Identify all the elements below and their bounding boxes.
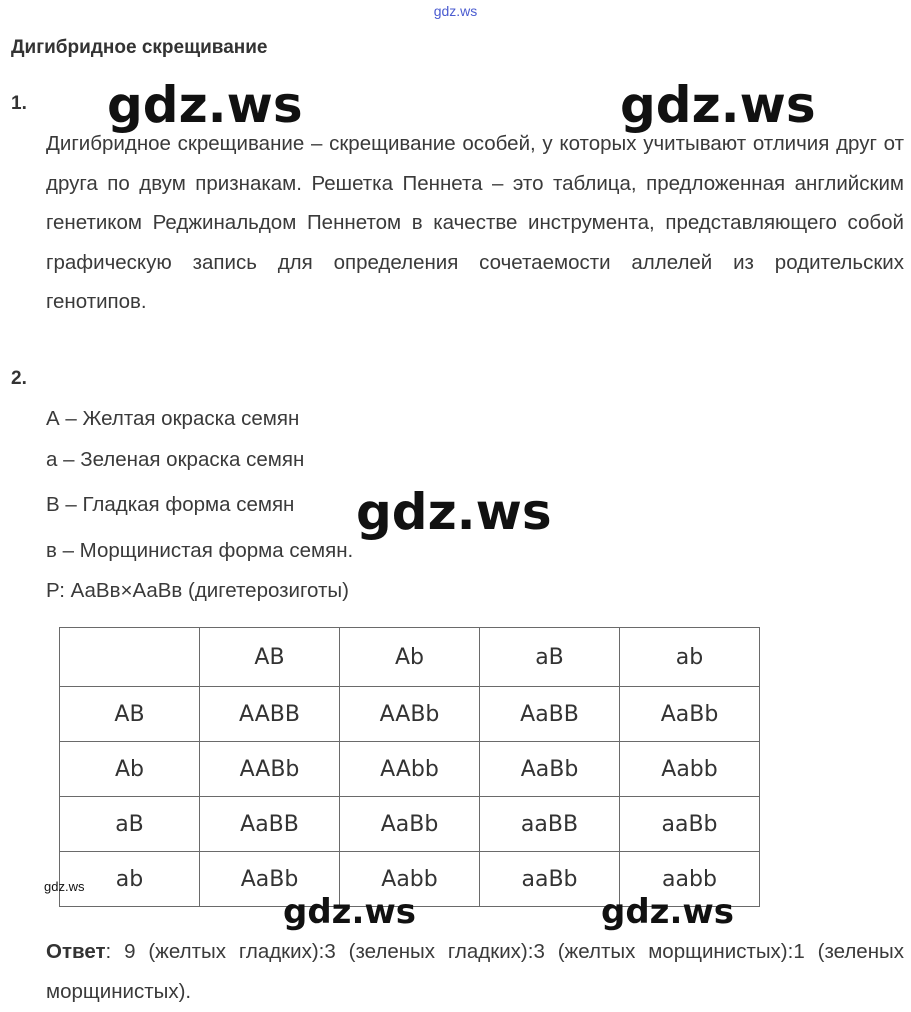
table-cell: AABb <box>340 687 480 742</box>
table-row-header-cell: AB <box>60 687 200 742</box>
section-1-text: Дигибридное скрещивание – скрещивание особей, у которых учитывают отличия друг от друга по двум признакам. Решетка Пеннета – это таблица, предложенная английским генетиком Реджинальдом Пеннетом в качестве инструмента, представляющего собой графическую запись для определения сочетаемости аллелей из родительских генотипов. <box>46 132 904 314</box>
watermark: gdz.ws <box>620 76 816 134</box>
table-cell: AaBb <box>340 797 480 852</box>
watermark: gdz.ws <box>107 76 303 134</box>
table-cell: AaBb <box>620 687 760 742</box>
table-row <box>60 742 760 797</box>
table-row-header-cell: ab <box>60 852 200 907</box>
table-cell: AaBb <box>480 742 620 797</box>
table-header-cell: ab <box>620 628 760 687</box>
watermark-small: gdz.ws <box>44 879 85 894</box>
watermark: gdz.ws <box>283 892 417 932</box>
table-cell: Aabb <box>620 742 760 797</box>
table-row-header-cell: Ab <box>60 742 200 797</box>
table-corner-cell <box>60 628 200 687</box>
table-cell: AABB <box>200 687 340 742</box>
table-header-cell: Ab <box>340 628 480 687</box>
watermark: gdz.ws <box>356 483 552 541</box>
answer-label: Ответ <box>46 940 106 963</box>
punnett-square <box>59 627 760 907</box>
page-title: Дигибридное скрещивание <box>11 37 268 58</box>
table-cell: aaBB <box>480 797 620 852</box>
allele-line-wrinkled: в – Морщинистая форма семян. <box>46 539 354 562</box>
table-cell: AaBB <box>480 687 620 742</box>
watermark: gdz.ws <box>601 892 735 932</box>
section-number-2: 2. <box>11 368 27 389</box>
table-cell: AaBB <box>200 797 340 852</box>
answer-text <box>46 932 904 1011</box>
table-cell: AABb <box>200 742 340 797</box>
table-row <box>60 797 760 852</box>
table-header-row <box>60 628 760 687</box>
allele-line-green: а – Зеленая окраска семян <box>46 448 305 471</box>
table-cell: aabb <box>620 852 760 907</box>
table-row-header-cell: aB <box>60 797 200 852</box>
table-row <box>60 687 760 742</box>
table-header-cell: AB <box>200 628 340 687</box>
table-cell: aaBb <box>480 852 620 907</box>
section-number-1: 1. <box>11 93 27 114</box>
site-watermark-top: gdz.ws <box>433 3 478 19</box>
table-cell: Aabb <box>340 852 480 907</box>
table-cell: AAbb <box>340 742 480 797</box>
parents-line: Р: АаВв×АаВв (дигетерозиготы) <box>46 579 349 602</box>
allele-line-yellow: А – Желтая окраска семян <box>46 407 300 430</box>
table-cell: aaBb <box>620 797 760 852</box>
table-cell: AaBb <box>200 852 340 907</box>
allele-line-smooth: В – Гладкая форма семян <box>46 493 295 516</box>
table-header-cell: aB <box>480 628 620 687</box>
answer-body: : 9 (желтых гладких):3 (зеленых гладких):3 (желтых морщинистых):1 (зеленых морщинистых). <box>46 940 904 1003</box>
